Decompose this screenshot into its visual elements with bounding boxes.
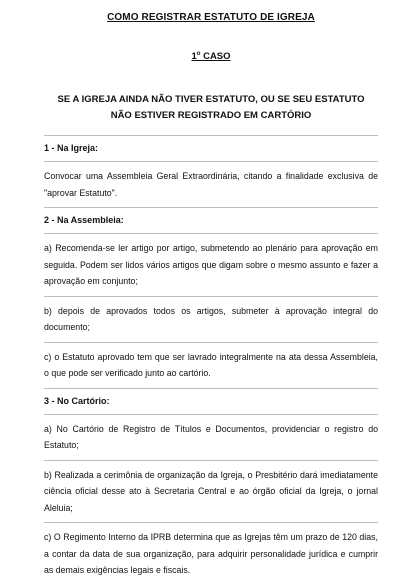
section-paragraph: c) o Estatuto aprovado tem que ser lavrado integralmente na ata dessa Assembleia, o que pode ser verificado junto ao cartório.	[44, 351, 378, 379]
document-title: COMO REGISTRAR ESTATUTO DE IGREJA	[107, 12, 315, 23]
divider	[44, 342, 378, 343]
divider	[44, 460, 378, 461]
section-paragraph: b) Realizada a cerimônia de organização da Igreja, o Presbitério dará imediatamente ciência oficial desse ato à Secretaria Central e ao órgão oficial da Igreja, o jornal Aleluia;	[44, 469, 378, 513]
case-ordinal: o	[196, 51, 201, 57]
section-paragraph: a) No Cartório de Registro de Títulos e Documentos, providenciar o registro do Estatuto;	[44, 423, 378, 451]
divider	[44, 414, 378, 415]
section-paragraph: b) depois de aprovados todos os artigos, submeter à aprovação integral do documento;	[44, 305, 378, 333]
divider	[44, 522, 378, 523]
divider	[44, 388, 378, 389]
section-title: 3 - No Cartório:	[44, 395, 110, 406]
divider	[44, 233, 378, 234]
section-paragraph: c) O Regimento Interno da IPRB determina que as Igrejas têm um prazo de 120 dias, a contar da data de sua organização, para adquirir personalidade jurídica e cumprir as demais exigências legais e fiscais.	[44, 532, 378, 576]
divider	[44, 135, 378, 136]
case-label: CASO	[200, 51, 231, 63]
section-title: 1 - Na Igreja:	[44, 143, 99, 154]
case-heading-line-2: NÃO ESTIVER REGISTRADO EM CARTÓRIO	[110, 110, 312, 122]
case-title	[44, 51, 378, 62]
case-number: 1	[191, 51, 197, 63]
divider	[44, 207, 378, 208]
divider	[44, 296, 378, 297]
divider	[44, 161, 378, 162]
section-title: 2 - Na Assembleia:	[44, 215, 124, 226]
case-heading	[44, 92, 378, 124]
section-paragraph: Convocar uma Assembleia Geral Extraordinária, citando a finalidade exclusiva de "aprovar Estatuto".	[44, 171, 378, 198]
case-heading-line-1: SE A IGREJA AINDA NÃO TIVER ESTATUTO, OU SE SEU ESTATUTO	[57, 94, 365, 106]
section-paragraph: a) Recomenda-se ler artigo por artigo, submetendo ao plenário para aprovação em seguida. Podem ser lidos vários artigos que digam sobre o mesmo assunto e fazer a aprovação em conjunto;	[44, 243, 378, 287]
